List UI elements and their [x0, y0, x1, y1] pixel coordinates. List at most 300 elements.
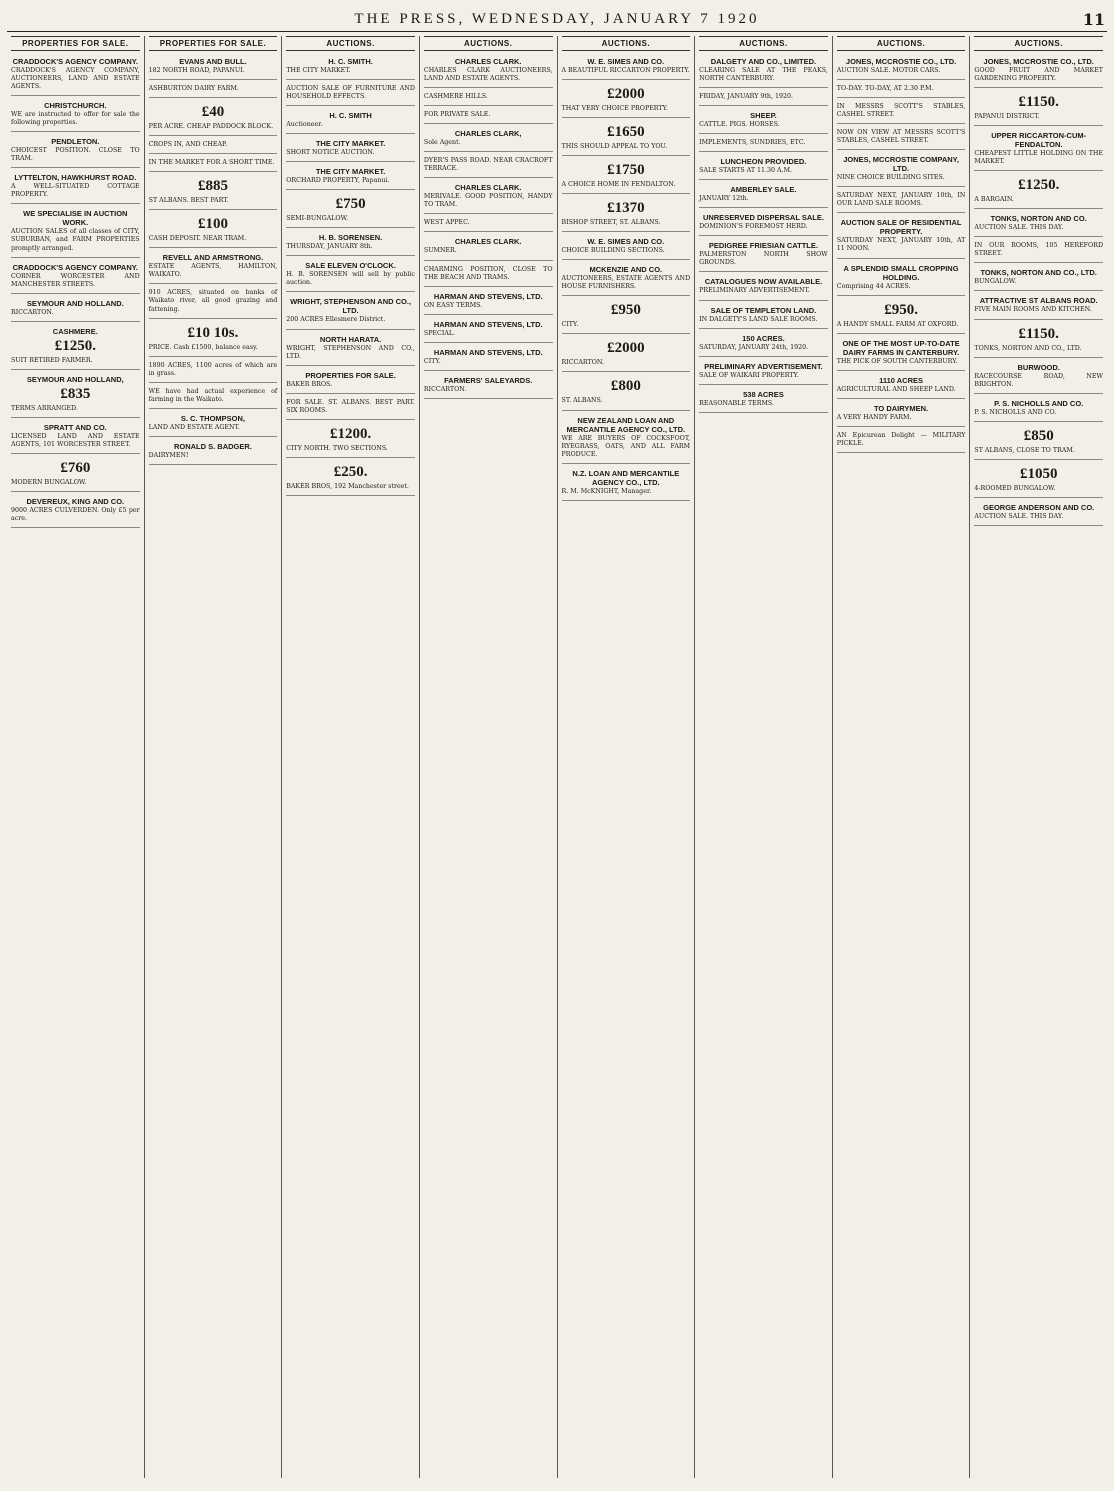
ad-body: 1890 ACRES, 1100 acres of which are in grass.: [148, 361, 278, 377]
ad-heading: 150 ACRES.: [742, 333, 785, 343]
ad-heading: PROPERTIES FOR SALE.: [305, 370, 396, 380]
advertisement: [149, 54, 278, 80]
ad-heading: JONES, MCCROSTIE CO., LTD.: [983, 57, 1094, 66]
ad-body: THE PICK OF SOUTH CANTERBURY.: [836, 357, 958, 365]
ad-heading: JONES, MCCROSTIE COMPANY, LTD.: [843, 155, 959, 174]
advertisement: [562, 158, 691, 194]
advertisement: [562, 262, 691, 296]
ad-body: FIVE MAIN ROOMS AND KITCHEN.: [974, 306, 1092, 314]
ad-body: WEST APPEC.: [423, 219, 470, 227]
masthead: [7, 5, 1107, 32]
ad-price: £1150.: [1018, 94, 1059, 111]
ad-body: AUCTION SALES of all classes of CITY, SUBURBAN, and FARM PROPERTIES promptly arranged.: [11, 228, 140, 252]
ad-heading: LUNCHEON PROVIDED.: [720, 157, 807, 167]
advertisement: [837, 54, 966, 80]
ad-heading: EVANS AND BULL.: [179, 57, 247, 66]
column-2: [145, 36, 283, 1478]
column-3: [282, 36, 420, 1478]
advertisement: [149, 82, 278, 98]
ad-body: A BEAUTIFUL RICCARTON PROPERTY.: [561, 67, 690, 74]
ad-heading: DALGETY AND CO., LIMITED.: [710, 57, 817, 66]
ad-heading: AMBERLEY SALE.: [730, 185, 797, 195]
ad-body: CITY.: [423, 357, 441, 365]
ad-body: CLEARING SALE AT THE PEAKS, NORTH CANTERBURY.: [699, 67, 828, 83]
advertisement: [974, 462, 1103, 498]
ad-body: BISHOP STREET, ST. ALBANS.: [561, 219, 661, 227]
advertisement: [562, 374, 691, 410]
advertisement: [11, 296, 140, 322]
ad-heading: NORTH HARATA.: [319, 334, 382, 344]
advertisement: [11, 324, 140, 370]
ad-body: FRIDAY, JANUARY 9th, 1920.: [699, 93, 793, 101]
ad-body: RACECOURSE ROAD, NEW BRIGHTON.: [974, 372, 1103, 388]
ad-body: SUIT RETIRED FARMER.: [11, 356, 93, 364]
ad-price: £1150.: [1018, 325, 1059, 342]
ad-body: IN MESSRS SCOTT'S STABLES, CASHEL STREET.: [836, 103, 966, 119]
advertisement: [699, 90, 828, 106]
advertisement: [424, 263, 553, 287]
ad-heading: SPRATT AND CO.: [43, 422, 107, 432]
advertisement: [699, 303, 828, 329]
column-1: [7, 36, 145, 1478]
ad-heading: ONE OF THE MOST UP-TO-DATE DAIRY FARMS IN CANTERBURY.: [842, 338, 960, 357]
ad-heading: JONES, MCCROSTIE CO., LTD.: [845, 57, 957, 66]
columns: [7, 36, 1107, 1478]
ad-body: CROPS IN, AND CHEAP.: [148, 141, 228, 149]
ad-body: CITY NORTH. TWO SECTIONS.: [286, 444, 388, 452]
ad-heading: UPPER RICCARTON-CUM-FENDALTON.: [991, 131, 1087, 150]
advertisement: [562, 82, 691, 118]
ad-body: 200 ACRES Ellesmere District.: [286, 316, 386, 324]
advertisement: [562, 196, 691, 232]
ad-heading: THE CITY MARKET.: [315, 139, 386, 149]
ad-body: RICCARTON.: [11, 308, 54, 316]
ad-body: 182 NORTH ROAD, PAPANUI.: [148, 67, 245, 74]
ad-body: AUCTION SALE OF FURNITURE AND HOUSEHOLD EFFECTS.: [286, 85, 415, 101]
ad-heading: PENDLETON.: [51, 137, 100, 147]
advertisement: [837, 82, 966, 98]
ad-body: SATURDAY NEXT, JANUARY 10th, IN OUR LAND SALE ROOMS.: [836, 192, 966, 208]
ad-heading: DEVEREUX, KING AND CO.: [26, 496, 125, 506]
ad-body: THAT VERY CHOICE PROPERTY.: [561, 105, 668, 113]
column-8: [970, 36, 1107, 1478]
advertisement: [286, 108, 415, 134]
advertisement: [974, 173, 1103, 209]
advertisement: [11, 420, 140, 454]
ad-heading: NEW ZEALAND LOAN AND MERCANTILE AGENCY CO., LTD.: [566, 415, 686, 434]
advertisement: [424, 289, 553, 315]
ad-body: WE are instructed to offer for sale the following properties.: [11, 111, 140, 127]
ad-body: FOR PRIVATE SALE.: [423, 111, 491, 119]
advertisement: [974, 54, 1103, 88]
ad-body: AGRICULTURAL AND SHEEP LAND.: [836, 385, 956, 393]
ad-body: CATTLE. PIGS. HORSES.: [699, 121, 780, 129]
advertisement: [974, 239, 1103, 263]
advertisement: [286, 332, 415, 366]
advertisement: [149, 100, 278, 136]
ad-body: NINE CHOICE BUILDING SITES.: [836, 174, 945, 182]
advertisement: [286, 422, 415, 458]
ad-body: ST ALBANS. BEST PART.: [148, 197, 229, 205]
advertisement: [974, 360, 1103, 394]
advertisement: [562, 54, 691, 80]
ad-heading: THE CITY MARKET.: [315, 167, 386, 177]
ad-heading: W. E. SIMES AND CO.: [587, 237, 665, 247]
advertisement: [974, 424, 1103, 460]
ad-heading: TONKS, NORTON AND CO.: [990, 214, 1087, 224]
advertisement: [699, 210, 828, 236]
ad-body: A CHOICE HOME IN FENDALTON.: [561, 181, 676, 189]
column-header: AUCTIONS.: [699, 36, 828, 51]
ad-body: CASH DEPOSIT. NEAR TRAM.: [148, 235, 247, 243]
advertisement: [699, 238, 828, 272]
advertisement: [837, 401, 966, 427]
ad-body: GOOD FRUIT AND MARKET GARDENING PROPERTY.: [974, 67, 1103, 83]
ad-heading: UNRESERVED DISPERSAL SALE.: [702, 213, 824, 223]
ad-heading: WRIGHT, STEPHENSON AND CO., LTD.: [290, 297, 412, 316]
advertisement: [837, 261, 966, 296]
ad-heading: PRELIMINARY ADVERTISEMENT.: [704, 361, 823, 371]
column-5: [558, 36, 696, 1478]
advertisement: [562, 298, 691, 334]
advertisement: [699, 154, 828, 180]
advertisement: [149, 439, 278, 465]
advertisement: [974, 322, 1103, 358]
ad-body: ST. ALBANS.: [561, 397, 603, 405]
column-header: AUCTIONS.: [286, 36, 415, 51]
advertisement: [149, 321, 278, 357]
ad-price: £835: [60, 385, 91, 402]
ad-heading: REVELL AND ARMSTRONG.: [162, 253, 264, 263]
ad-heading: CASHMERE.: [52, 326, 98, 336]
ad-body: SALE STARTS AT 11.30 A.M.: [699, 167, 793, 175]
ad-price: £1750: [607, 162, 645, 179]
ad-body: DYER'S PASS ROAD. NEAR CRACROFT TERRACE.: [423, 157, 553, 173]
ad-heading: 1110 ACRES: [879, 375, 924, 385]
advertisement: [149, 138, 278, 154]
ad-body: IMPLEMENTS, SUNDRIES, ETC.: [699, 139, 806, 147]
column-header: AUCTIONS.: [424, 36, 553, 51]
column-4: [420, 36, 558, 1478]
ad-body: CHOICEST POSITION. CLOSE TO TRAM.: [11, 147, 140, 163]
ad-body: PER ACRE. CHEAP PADDOCK BLOCK.: [148, 123, 274, 131]
advertisement: [837, 126, 966, 150]
advertisement: [699, 274, 828, 300]
ad-price: £760: [60, 459, 91, 476]
ad-heading: TO DAIRYMEN.: [873, 403, 929, 413]
ad-body: P. S. NICHOLLS AND CO.: [974, 408, 1057, 416]
advertisement: [149, 359, 278, 383]
ad-heading: N.Z. LOAN AND MERCANTILE AGENCY CO., LTD.: [572, 468, 680, 487]
ad-body: SPECIAL.: [423, 329, 456, 337]
advertisement: [424, 317, 553, 343]
advertisement: [974, 90, 1103, 126]
ad-body: CHOICE BUILDING SECTIONS.: [561, 247, 665, 255]
ad-body: R. M. McKNIGHT, Manager.: [561, 487, 652, 495]
advertisement: [837, 215, 966, 258]
ad-body: CORNER WORCESTER AND MANCHESTER STREETS.: [11, 272, 140, 288]
ad-heading: BURWOOD.: [1017, 362, 1060, 372]
advertisement: [974, 500, 1103, 526]
advertisement: [286, 54, 415, 80]
ad-body: BAKER BROS, 192 Manchester street.: [286, 482, 409, 490]
ad-body: A WELL-SITUATED COTTAGE PROPERTY.: [11, 183, 140, 199]
advertisement: [424, 154, 553, 178]
ad-body: DOMINION'S FOREMOST HERD.: [699, 223, 808, 231]
ad-heading: CHARLES CLARK.: [454, 183, 522, 193]
ad-heading: SALE ELEVEN O'CLOCK.: [305, 261, 396, 271]
ad-body: ST ALBANS, CLOSE TO TRAM.: [974, 446, 1075, 454]
ad-heading: H. C. SMITH.: [328, 57, 373, 66]
ad-body: Sole Agent.: [423, 139, 461, 147]
ad-heading: CHRISTCHURCH.: [44, 101, 107, 111]
ad-heading: HARMAN AND STEVENS, LTD.: [433, 319, 543, 329]
advertisement: [149, 411, 278, 437]
ad-body: MERIVALE. GOOD POSITION, HANDY TO TRAM.: [423, 193, 553, 209]
ad-body: AUCTION SALE. THIS DAY.: [974, 224, 1064, 232]
column-7: [833, 36, 971, 1478]
ad-body: IN OUR ROOMS, 105 HEREFORD STREET.: [974, 242, 1103, 258]
column-header: AUCTIONS.: [837, 36, 966, 51]
ad-heading: W. E. SIMES AND CO.: [587, 57, 665, 66]
advertisement: [837, 373, 966, 399]
ad-body: ASHBURTON DAIRY FARM.: [148, 85, 239, 93]
ad-body: RICCARTON.: [561, 359, 605, 367]
ad-heading: 538 ACRES: [743, 389, 784, 399]
ad-heading: HARMAN AND STEVENS, LTD.: [433, 291, 543, 301]
ad-heading: S. C. THOMPSON,: [180, 413, 246, 423]
advertisement: [837, 189, 966, 213]
ad-body: SHORT NOTICE AUCTION.: [286, 149, 375, 157]
advertisement: [286, 460, 415, 496]
ad-price: £40: [201, 104, 225, 121]
ad-body: ON EASY TERMS.: [423, 301, 483, 309]
ad-heading: H. B. SORENSEN.: [318, 233, 383, 243]
ad-body: CRADDOCK'S AGENCY COMPANY, AUCTIONEERS, LAND AND ESTATE AGENTS.: [11, 67, 140, 91]
ad-body: CHARMING POSITION, CLOSE TO THE BEACH AND TRAMS.: [423, 265, 553, 281]
ad-price: £1200.: [329, 425, 372, 442]
page-number: 11: [1082, 10, 1105, 29]
ad-body: WE ARE BUYERS OF COCKSFOOT, RYEGRASS, OATS, AND ALL FARM PRODUCE.: [561, 434, 691, 458]
advertisement: [286, 258, 415, 292]
ad-body: MODERN BUNGALOW.: [11, 478, 87, 486]
advertisement: [286, 82, 415, 106]
advertisement: [11, 260, 140, 294]
ad-price: £250.: [333, 463, 368, 480]
ad-body: 9000 ACRES CULVERDEN. Only £5 per acre.: [11, 506, 140, 522]
ad-body: PAPANUI DISTRICT.: [974, 113, 1040, 121]
advertisement: [974, 396, 1103, 422]
ad-body: Auctioneer.: [286, 121, 323, 129]
ad-body: A HANDY SMALL FARM AT OXFORD.: [836, 320, 959, 328]
ad-price: £1370: [607, 200, 645, 217]
advertisement: [424, 345, 553, 371]
ad-heading: H. C. SMITH: [329, 111, 372, 121]
column-6: [695, 36, 833, 1478]
advertisement: [424, 234, 553, 260]
ad-price: £885: [197, 178, 228, 195]
ad-body: TO-DAY. TO-DAY, AT 2.30 P.M.: [836, 85, 934, 93]
ad-heading: CHARLES CLARK,: [454, 129, 522, 139]
ad-body: IN THE MARKET FOR A SHORT TIME.: [148, 159, 275, 167]
ad-heading: GEORGE ANDERSON AND CO.: [983, 502, 1095, 512]
ad-body: 4-ROOMED BUNGALOW.: [974, 484, 1056, 492]
advertisement: [286, 294, 415, 329]
ad-price: £2000: [607, 340, 645, 357]
ad-heading: SHEEP.: [750, 111, 777, 121]
advertisement: [837, 336, 966, 371]
advertisement: [699, 108, 828, 134]
ad-heading: CRADDOCK'S AGENCY COMPANY.: [12, 57, 139, 66]
ad-body: TERMS ARRANGED.: [11, 404, 78, 412]
ad-heading: A SPLENDID SMALL CROPPING HOLDING.: [843, 263, 959, 282]
ad-body: CASHMERE HILLS.: [423, 93, 488, 101]
ad-body: JANUARY 12th.: [699, 195, 749, 203]
advertisement: [699, 54, 828, 88]
ad-body: PRICE. Cash £1500, balance easy.: [148, 343, 258, 351]
ad-body: CHEAPEST LITTLE HOLDING ON THE MARKET.: [974, 150, 1103, 166]
ad-heading: RONALD S. BADGER.: [173, 441, 252, 451]
advertisement: [286, 368, 415, 394]
ad-body: CITY.: [561, 321, 579, 329]
advertisement: [11, 134, 140, 168]
advertisement: [149, 250, 278, 284]
ad-price: £950.: [884, 301, 918, 318]
ad-body: BAKER BROS.: [286, 380, 333, 388]
ad-heading: P. S. NICHOLLS AND CO.: [994, 398, 1084, 408]
ad-body: SUMNER.: [423, 247, 457, 255]
advertisement: [562, 120, 691, 156]
advertisement: [149, 385, 278, 409]
ad-body: SATURDAY, JANUARY 24th, 1920.: [699, 343, 809, 351]
ad-body: IN DALGETY'S LAND SALE ROOMS.: [699, 315, 818, 323]
advertisement: [424, 90, 553, 106]
advertisement: [837, 429, 966, 453]
advertisement: [562, 336, 691, 372]
advertisement: [11, 206, 140, 257]
ad-price: £850: [1023, 427, 1054, 444]
ad-price: £100: [197, 216, 228, 233]
advertisement: [974, 128, 1103, 171]
advertisement: [149, 286, 278, 318]
advertisement: [424, 54, 553, 88]
ad-body: FOR SALE. ST. ALBANS. BEST PART. SIX ROOMS.: [286, 398, 415, 414]
ad-body: PRELIMINARY ADVERTISEMENT.: [699, 287, 810, 295]
ad-body: A BARGAIN.: [974, 196, 1015, 204]
advertisement: [974, 211, 1103, 237]
ad-body: DAIRYMEN!: [148, 451, 189, 459]
advertisement: [974, 293, 1103, 319]
ad-price: £800: [610, 378, 641, 395]
column-header: PROPERTIES FOR SALE.: [149, 36, 278, 51]
advertisement: [424, 126, 553, 152]
advertisement: [11, 372, 140, 418]
ad-heading: HARMAN AND STEVENS, LTD.: [433, 347, 543, 357]
advertisement: [149, 156, 278, 172]
ad-body: THE CITY MARKET.: [286, 67, 351, 74]
ad-body: AUCTION SALE. THIS DAY.: [974, 512, 1064, 520]
ad-heading: ATTRACTIVE ST ALBANS ROAD.: [979, 296, 1098, 306]
advertisement: [286, 164, 415, 190]
ad-body: PALMERSTON NORTH SHOW GROUNDS.: [699, 251, 828, 267]
ad-body: WE have had actual experience of farming in the Waikato.: [148, 387, 278, 403]
ad-body: ESTATE AGENTS, HAMILTON, WAIKATO.: [148, 263, 278, 279]
newspaper-page: [7, 5, 1107, 1481]
ad-body: AN Epicurean Delight — MILITARY PICKLE.: [836, 431, 966, 447]
ad-heading: WE SPECIALISE IN AUCTION WORK.: [23, 209, 128, 228]
ad-body: CHARLES CLARK AUCTIONEERS, LAND AND ESTATE AGENTS.: [423, 67, 553, 83]
advertisement: [149, 174, 278, 210]
ad-body: SATURDAY NEXT, JANUARY 10th, AT 11 NOON.: [836, 237, 966, 253]
advertisement: [699, 387, 828, 413]
column-header: AUCTIONS.: [974, 36, 1103, 51]
ad-heading: PEDIGREE FRIESIAN CATTLE.: [708, 241, 818, 251]
ad-heading: AUCTION SALE OF RESIDENTIAL PROPERTY.: [840, 218, 962, 237]
ad-body: RICCARTON.: [423, 385, 467, 393]
advertisement: [424, 108, 553, 124]
advertisement: [699, 331, 828, 357]
ad-body: SALE OF WAIKARI PROPERTY.: [699, 371, 799, 379]
ad-body: REASONABLE TERMS.: [699, 399, 775, 407]
ad-price: £1650: [607, 124, 645, 141]
advertisement: [424, 373, 553, 399]
ad-heading: SALE OF TEMPLETON LAND.: [710, 305, 817, 315]
advertisement: [837, 100, 966, 124]
ad-body: H. B. SORENSEN will sell by public auction.: [286, 271, 415, 287]
column-header: PROPERTIES FOR SALE.: [11, 36, 140, 51]
advertisement: [286, 192, 415, 228]
advertisement: [11, 456, 140, 492]
ad-body: LICENSED LAND AND ESTATE AGENTS, 101 WORCESTER STREET.: [11, 432, 140, 448]
ad-body: ORCHARD PROPERTY, Papanui.: [286, 177, 390, 185]
column-header: AUCTIONS.: [562, 36, 691, 51]
advertisement: [11, 170, 140, 204]
advertisement: [562, 234, 691, 260]
advertisement: [699, 359, 828, 385]
ad-price: £950: [610, 302, 641, 319]
ad-price: £750: [335, 196, 366, 213]
ad-heading: MCKENZIE AND CO.: [589, 265, 663, 275]
advertisement: [11, 98, 140, 132]
ad-heading: LYTTELTON, HAWKHURST ROAD.: [14, 173, 137, 183]
ad-body: SEMI-BUNGALOW.: [286, 215, 348, 223]
ad-body: NOW ON VIEW AT MESSRS SCOTT'S STABLES, CASHEL STREET.: [836, 129, 966, 145]
advertisement: [424, 180, 553, 214]
advertisement: [149, 212, 278, 248]
advertisement: [974, 265, 1103, 291]
ad-price: £1250.: [54, 337, 96, 354]
ad-heading: CHARLES CLARK.: [454, 57, 522, 66]
ad-body: THURSDAY, JANUARY 8th.: [286, 243, 373, 251]
ad-heading: CHARLES CLARK.: [454, 237, 522, 247]
ad-price: £2000: [607, 86, 645, 103]
advertisement: [562, 466, 691, 501]
ad-body: Comprising 44 ACRES.: [836, 282, 911, 290]
ad-body: THIS SHOULD APPEAL TO YOU.: [561, 143, 668, 151]
advertisement: [837, 152, 966, 187]
advertisement: [699, 136, 828, 152]
advertisement: [11, 54, 140, 96]
advertisement: [424, 216, 553, 232]
ad-price: £10 10s.: [187, 324, 239, 341]
ad-heading: SEYMOUR AND HOLLAND.: [26, 298, 124, 308]
ad-body: AUCTIONEERS, ESTATE AGENTS AND HOUSE FURNISHERS.: [561, 275, 691, 291]
advertisement: [286, 136, 415, 162]
advertisement: [562, 413, 691, 464]
advertisement: [286, 396, 415, 420]
advertisement: [699, 182, 828, 208]
ad-heading: CATALOGUES NOW AVAILABLE.: [704, 277, 823, 287]
